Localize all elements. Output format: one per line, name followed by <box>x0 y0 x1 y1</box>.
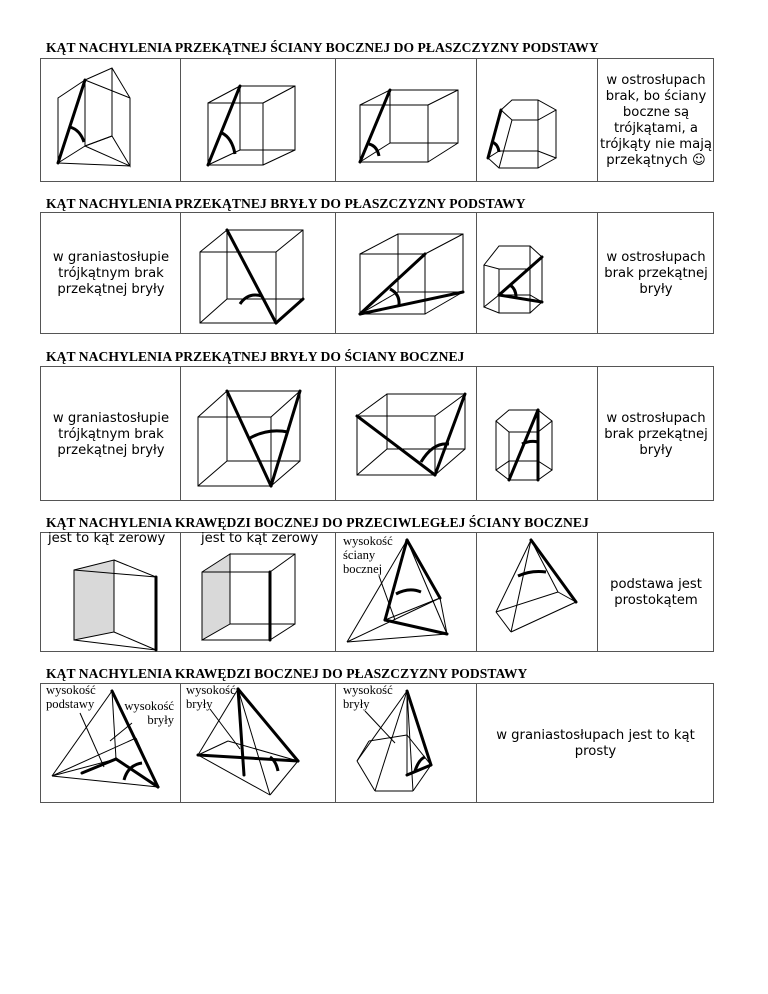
section-5-title: KĄT NACHYLENIA KRAWĘDZI BOCZNEJ DO PŁASZCZYZNY PODSTAWY <box>46 666 528 681</box>
solid-height-label-3: wysokość bryły <box>343 683 393 711</box>
section-4-title: KĄT NACHYLENIA KRAWĘDZI BOCZNEJ DO PRZECIWLEGŁEJ ŚCIANY BOCZNEJ <box>46 515 589 530</box>
no-body-diagonal-pyramid-note-2: w ostrosłupach brak przekątnej bryły <box>604 410 708 458</box>
hexagonal-prism-body-diagonal-figure <box>476 212 597 334</box>
cube-diagonal-to-face-figure <box>180 366 335 501</box>
zero-angle-note-2: jest to kąt zerowy <box>201 531 319 546</box>
cuboid-face-diagonal-figure <box>335 58 476 182</box>
solid-height-label-1: wysokość bryły <box>124 699 174 727</box>
cube-body-diagonal-figure <box>180 212 335 334</box>
rectangle-base-note: podstawa jest prostokątem <box>610 577 702 608</box>
square-pyramid-edge-figure <box>180 683 335 803</box>
tetrahedron-edge-figure <box>40 683 180 803</box>
no-body-diagonal-prism-note: w graniastosłupie trójkątnym brak przekątnej bryły <box>52 250 170 297</box>
cube-face-diagonal-figure <box>180 58 335 182</box>
triangular-prism-figure <box>40 58 180 182</box>
hexagonal-prism-figure <box>476 58 597 182</box>
base-height-label: wysokość podstawy <box>46 683 96 711</box>
no-body-diagonal-pyramid-note: w ostrosłupach brak przekątnej bryły <box>604 250 708 297</box>
section-2-title: KĄT NACHYLENIA PRZEKĄTNEJ BRYŁY DO PŁASZCZYZNY PODSTAWY <box>46 196 526 211</box>
section-3-title: KĄT NACHYLENIA PRZEKĄTNEJ BRYŁY DO ŚCIANY BOCZNEJ <box>46 349 465 364</box>
section-1-title: KĄT NACHYLENIA PRZEKĄTNEJ ŚCIANY BOCZNEJ DO PŁASZCZYZNY PODSTAWY <box>46 40 599 55</box>
hexagonal-prism-diagonal-to-face-figure <box>476 366 597 501</box>
cuboid-body-diagonal-figure <box>335 212 476 334</box>
rect-pyramid-edge-to-face-figure <box>476 532 597 652</box>
zero-angle-note-1: jest to kąt zerowy <box>48 531 166 546</box>
triangular-prism-edge-figure <box>40 532 180 652</box>
cuboid-diagonal-to-face-figure <box>335 366 476 501</box>
hexagonal-pyramid-edge-figure <box>335 683 476 803</box>
cube-edge-figure <box>180 532 335 652</box>
no-diagonal-note: w ostrosłupach brak, bo ściany boczne są trójkątami, a trójkąty nie mają przekątnych ☺ <box>600 73 712 168</box>
right-angle-note: w graniastosłupach jest to kąt prosty <box>496 728 695 759</box>
no-body-diagonal-prism-note-2: w graniastosłupie trójkątnym brak przekątnej bryły <box>52 410 170 458</box>
solid-height-label-2: wysokość bryły <box>186 683 236 711</box>
pyramid-edge-to-face-figure <box>335 532 476 652</box>
face-height-label: wysokość ściany bocznej <box>343 534 393 576</box>
